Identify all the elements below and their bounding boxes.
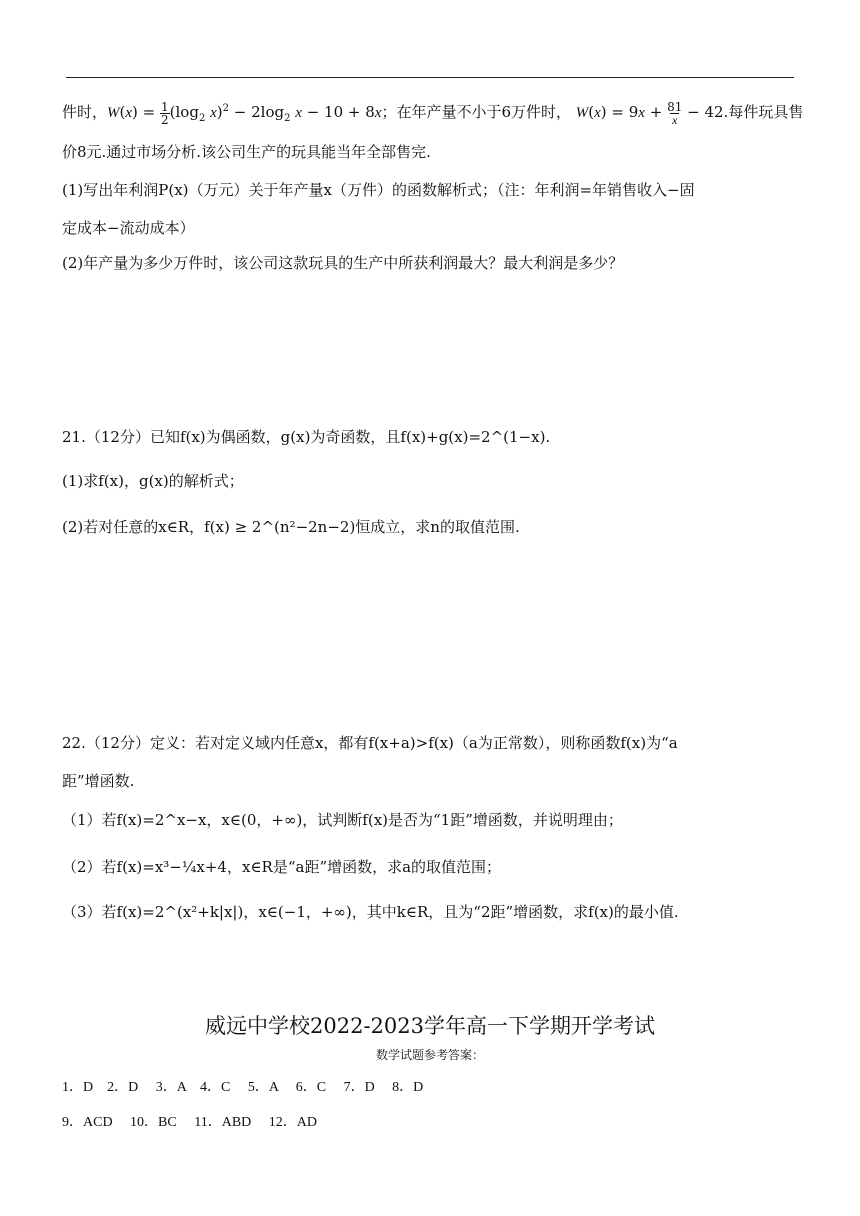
p21-line-2: (1)求f(x)，g(x)的解析式； (62, 472, 244, 490)
p22-line-3: （1）若f(x)=2^x−x，x∈(0，+∞)，试判断f(x)是否为“1距”增函数，并说明理由； (62, 811, 623, 829)
p20-line-5: (2)年产量为多少万件时，该公司这款玩具的生产中所获利润最大？最大利润是多少？ (62, 254, 624, 272)
p21-line-3: (2)若对任意的x∈R，f(x) ≥ 2^(n²−2n−2)恒成立，求n的取值范围. (62, 518, 520, 536)
answer-subtitle: 数学试题参考答案： (375, 1048, 484, 1062)
p20-line-3: (1)写出年利润P(x)（万元）关于年产量x（万件）的函数解析式；（注：年利润=年销售收入−固 (62, 181, 695, 199)
answer-row-2: 9．ACD 10．BC 11．ABD 12．AD (62, 1115, 317, 1130)
p20-line-2: 价8元.通过市场分析.该公司生产的玩具能当年全部售完. (62, 143, 431, 161)
p21-line-1: 21.（12分）已知f(x)为偶函数，g(x)为奇函数，且f(x)+g(x)=2^(1−x). (62, 428, 551, 446)
p22-line-4: （2）若f(x)=x³−¼x+4，x∈R是“a距”增函数，求a的取值范围； (62, 858, 502, 876)
p22-line-2: 距”增函数. (62, 772, 135, 790)
p20-line-4: 定成本−流动成本） (62, 219, 195, 237)
p20-line-1: 件时，W(x) = 1 $2(\log_2$ $x)^2 - 2\log_2$ x − 10 + 8x；在年产量不小于6万件时， W(x) = 9x + 81 x − 42.每件玩具售 (62, 99, 804, 127)
header-rule (66, 77, 794, 78)
answer-row-1: 1．D 2．D 3．A 4．C 5．A 6．C 7．D 8．D (62, 1080, 424, 1095)
p22-line-5: （3）若f(x)=2^(x²+k|x|)，x∈(−1，+∞)，其中k∈R，且为“2距”增函数，求f(x)的最小值. (62, 903, 679, 921)
p22-line-1: 22.（12分）定义：若对定义域内任意x，都有f(x+a)>f(x)（a为正常数），则称函数f(x)为“a (62, 734, 678, 752)
answer-title: 威远中学校2022-2023学年高一下学期开学考试 (205, 1014, 655, 1038)
